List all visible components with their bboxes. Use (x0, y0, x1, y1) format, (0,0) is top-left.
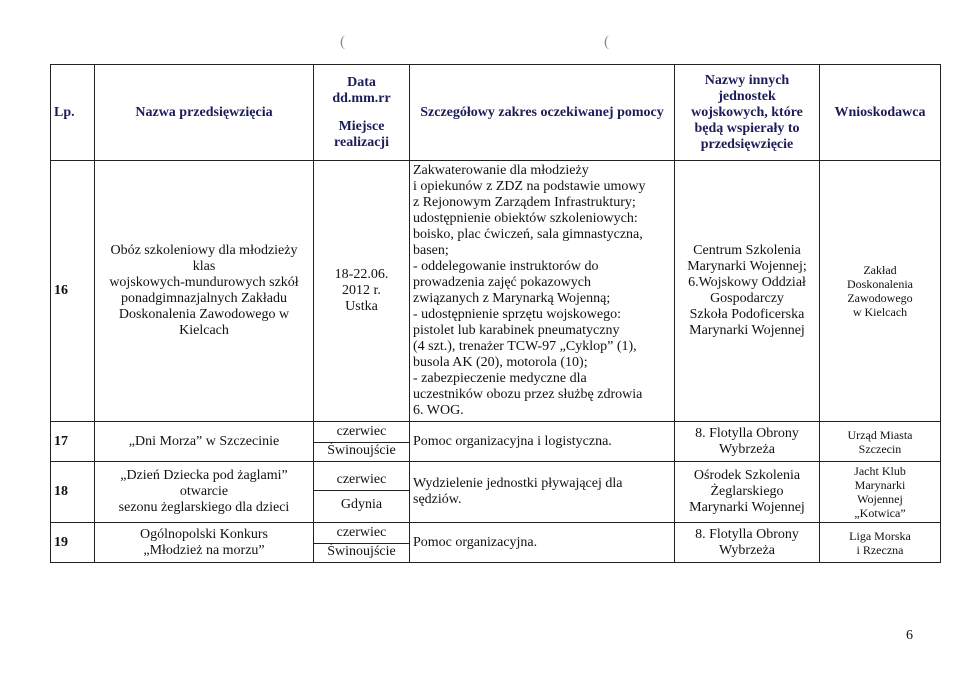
unit-line: Szkoła Podoficerska (689, 307, 805, 322)
row-number: 17 (51, 422, 95, 462)
header-units-3: wojskowych, które (691, 104, 803, 120)
event-name-line: „Młodzież na morzu” (143, 542, 265, 558)
unit-line: Centrum Szkolenia (693, 243, 801, 258)
event-scope (410, 422, 675, 462)
event-name-line: sezonu żeglarskiego dla dzieci (118, 500, 290, 515)
unit-line: Żeglarskiego (710, 484, 784, 499)
margin-mark: ( (340, 34, 345, 50)
header-units-4: będą wspierały to (694, 120, 800, 136)
scope-line: uczestników obozu przez służbę zdrowia (413, 387, 643, 402)
event-date: czerwiec (314, 525, 409, 544)
event-name-line: wojskowych-mundurowych szkół (109, 275, 299, 290)
applicant-line: Zawodowego (847, 291, 913, 305)
header-place: Miejsce (338, 118, 385, 134)
event-place: Świnoujście (327, 544, 396, 559)
supporting-units (675, 462, 820, 523)
row-number: 18 (51, 462, 95, 523)
unit-line: 8. Flotylla Obrony (695, 526, 799, 542)
event-date: 2012 r. (342, 283, 381, 298)
supporting-units (675, 161, 820, 422)
scope-line: sędziów. (413, 492, 462, 507)
applicant-line: Marynarki (854, 478, 906, 492)
applicant-line: Jacht Klub (854, 464, 906, 478)
scope-line: Zakwaterowanie dla młodzieży (413, 163, 589, 178)
applicant (820, 462, 941, 523)
unit-line: 8. Flotylla Obrony (695, 425, 799, 441)
header-date-place (314, 65, 410, 161)
scope-line: - zabezpieczenie medyczne dla (413, 371, 587, 386)
applicant-line: Urząd Miasta (847, 427, 913, 442)
scope-line: udostępnienie obiektów szkoleniowych: (413, 211, 638, 226)
page-number: 6 (906, 628, 913, 643)
header-units-1: Nazwy innych (704, 72, 790, 88)
applicant (820, 422, 941, 462)
event-date: czerwiec (314, 472, 409, 491)
header-date: Data (347, 74, 376, 90)
event-name-line: „Dni Morza” w Szczecinie (128, 433, 280, 449)
event-date-place (314, 523, 410, 563)
unit-line: Wybrzeża (719, 441, 775, 457)
event-name (95, 462, 314, 523)
header-units-2: jednostek (718, 88, 776, 104)
event-date-place (314, 462, 410, 523)
applicant (820, 161, 941, 422)
margin-mark: ( (604, 34, 609, 50)
header-scope: Szczegółowy zakres oczekiwanej pomocy (410, 65, 675, 161)
unit-line: Marynarki Wojennej (689, 500, 805, 515)
unit-line: Wybrzeża (719, 542, 775, 558)
scope-line: boisko, plac ćwiczeń, sala gimnastyczna, (413, 227, 643, 242)
scope-line: 6. WOG. (413, 403, 464, 418)
scope-line: (4 szt.), trenażer TCW-97 „Cyklop” (1), (413, 339, 637, 354)
supporting-units (675, 523, 820, 563)
unit-line: Gospodarczy (710, 291, 784, 306)
header-name: Nazwa przedsięwzięcia (95, 65, 314, 161)
scope-line: związanych z Marynarką Wojenną; (413, 291, 611, 306)
row-number: 16 (51, 161, 95, 422)
applicant-line: Wojennej (857, 492, 903, 506)
applicant (820, 523, 941, 563)
table-row (51, 422, 941, 462)
event-name-line: „Dzień Dziecka pod żaglami” otwarcie (120, 468, 288, 499)
table-row (51, 523, 941, 563)
header-place-2: realizacji (334, 134, 389, 150)
event-name-line: Kielcach (179, 323, 229, 338)
event-date-place (314, 161, 410, 422)
event-place: Gdynia (340, 496, 383, 512)
scope-line: basen; (413, 243, 449, 258)
unit-line: Ośrodek Szkolenia (693, 468, 801, 483)
table-row (51, 161, 941, 422)
event-date-place (314, 422, 410, 462)
header-date-format: dd.mm.rr (332, 90, 391, 106)
scope-line: Wydzielenie jednostki pływającej dla (413, 476, 623, 491)
header-lp: Lp. (51, 65, 95, 161)
scope-line: i opiekunów z ZDZ na podstawie umowy (413, 179, 646, 194)
event-name (95, 422, 314, 462)
event-scope (410, 161, 675, 422)
scope-line: - udostępnienie sprzętu wojskowego: (413, 307, 622, 322)
row-number: 19 (51, 523, 95, 563)
table-row (51, 462, 941, 523)
scope-line: pistolet lub karabinek pneumatyczny (413, 323, 620, 338)
applicant-line: Liga Morska (849, 528, 911, 543)
unit-line: Marynarki Wojennej (689, 323, 805, 338)
event-place: Ustka (345, 299, 378, 314)
event-name (95, 523, 314, 563)
event-date: czerwiec (314, 424, 409, 443)
scope-line: z Rejonowym Zarządem Infrastruktury; (413, 195, 636, 210)
header-units (675, 65, 820, 161)
event-name-line: ponadgimnazjalnych Zakładu (121, 291, 287, 306)
applicant-line: Szczecin (858, 441, 902, 456)
unit-line: 6.Wojskowy Oddział (688, 275, 806, 290)
applicant-line: Doskonalenia (847, 277, 913, 291)
applicant-line: w Kielcach (852, 305, 908, 319)
event-date: 18-22.06. (334, 267, 389, 282)
scope-line: Pomoc organizacyjna. (413, 534, 538, 550)
event-scope (410, 523, 675, 563)
event-name-line: Doskonalenia Zawodowego w (118, 307, 290, 322)
header-units-5: przedsięwzięcie (700, 136, 794, 152)
event-name-line: Obóz szkoleniowy dla młodzieży klas (110, 243, 298, 274)
supporting-units (675, 422, 820, 462)
event-name (95, 161, 314, 422)
scope-line: Pomoc organizacyjna i logistyczna. (413, 433, 612, 449)
scope-line: - oddelegowanie instruktorów do (413, 259, 599, 274)
scope-line: busola AK (20), motorola (10); (413, 355, 588, 370)
scope-line: prowadzenia zajęć pokazowych (413, 275, 592, 290)
header-row (51, 65, 941, 161)
event-name-line: Ogólnopolski Konkurs (140, 526, 268, 542)
applicant-line: „Kotwica” (854, 506, 906, 520)
applicant-line: Zakład (863, 263, 897, 277)
event-scope (410, 462, 675, 523)
unit-line: Marynarki Wojennej; (687, 259, 807, 274)
header-applicant: Wnioskodawca (820, 65, 941, 161)
events-table (50, 64, 941, 563)
event-place: Świnoujście (327, 443, 396, 458)
applicant-line: i Rzeczna (856, 542, 904, 557)
